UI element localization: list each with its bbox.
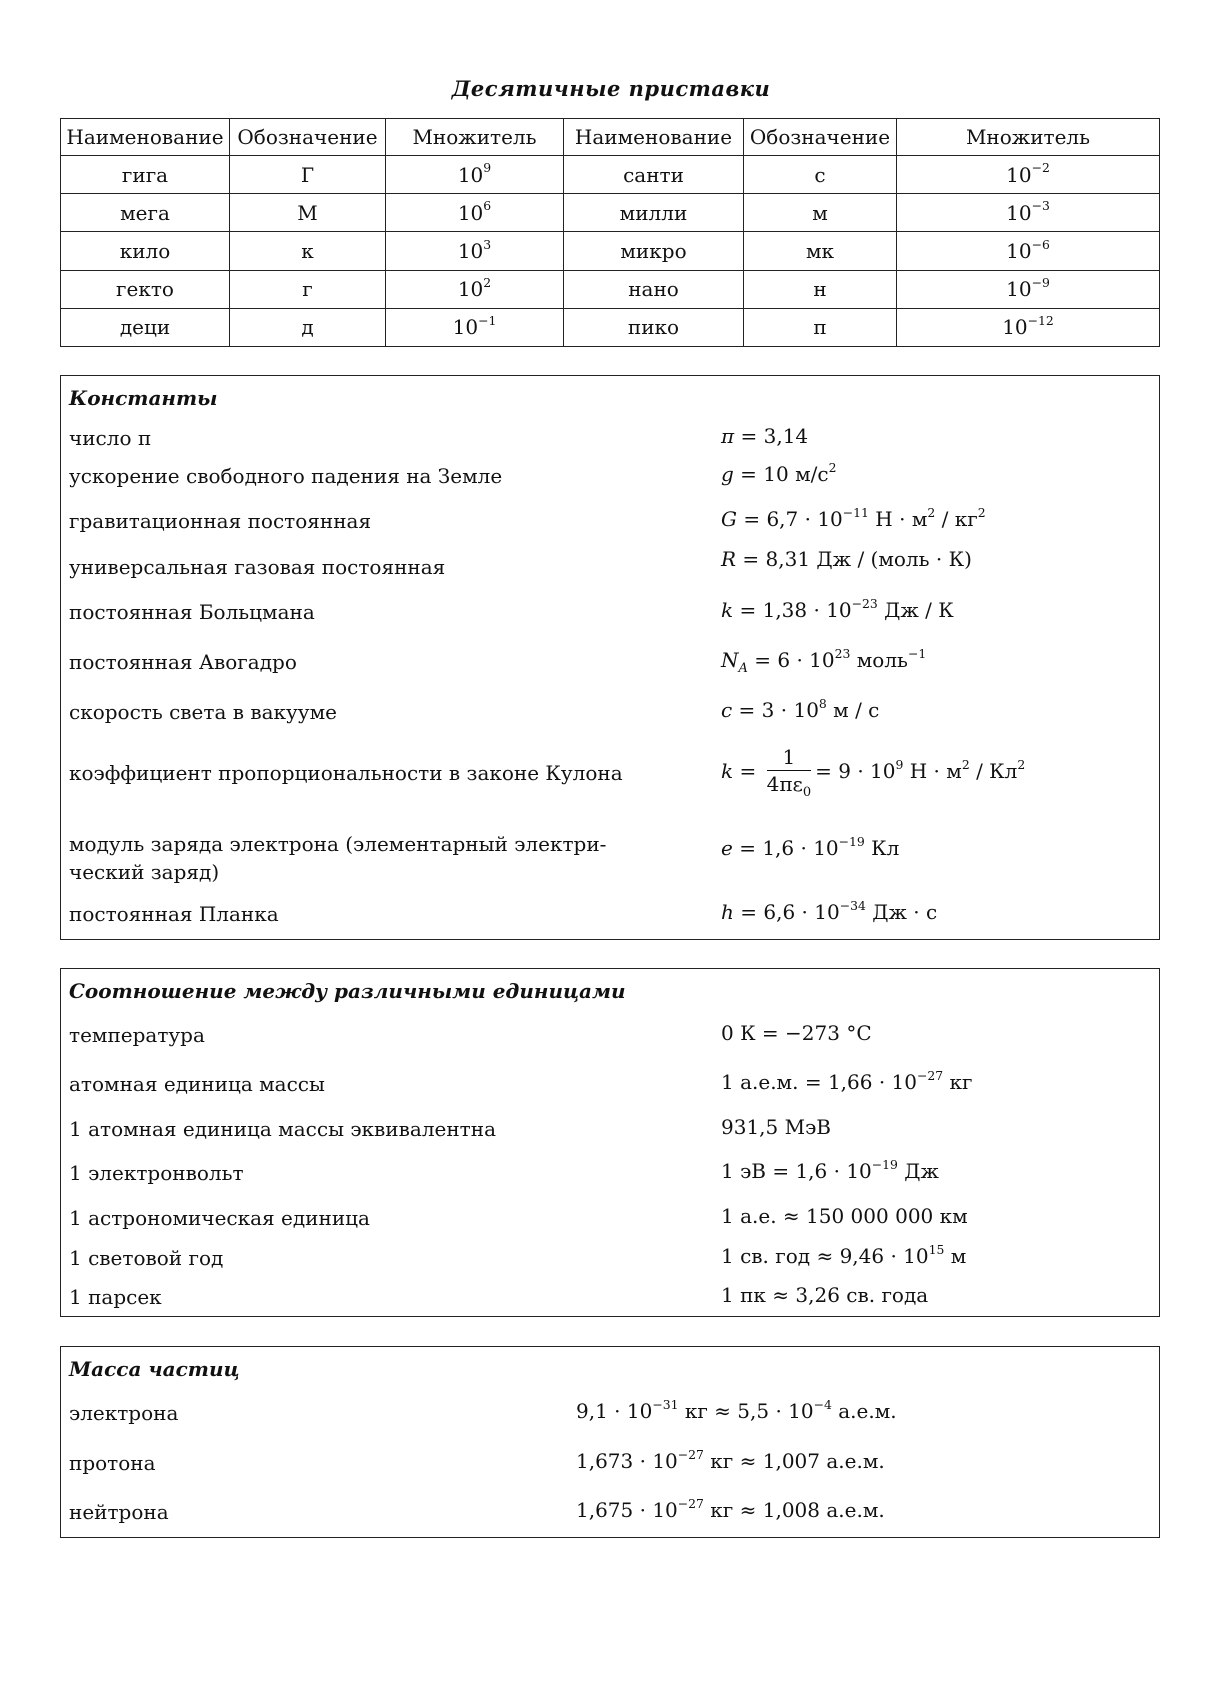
unit-value: 1 а.е.м. = $1,66 \cdot 10^{-27}$ кг [721,1067,973,1094]
unit-value: 1 а.е. ≈ 150 000 000 км [721,1204,968,1228]
prefix-name: микро [564,232,744,270]
constant-label: постоянная Планка [69,902,279,926]
prefix-multiplier: $10^{-9}$ [897,270,1160,308]
constant-label: универсальная газовая постоянная [69,555,446,579]
prefix-multiplier: $10^{-3}$ [897,194,1160,232]
prefix-symbol: с [744,156,897,194]
particle-label: нейтрона [69,1500,169,1524]
constant-value: $c = 3 \cdot 10^8$ м / с [721,695,880,722]
prefix-multiplier: $10^{-6}$ [897,232,1160,270]
prefix-name: санти [564,156,744,194]
particle-mass: $1,673 \cdot 10^{-27}$ кг ≈ 1,007 а.е.м. [576,1446,885,1473]
prefix-symbol: н [744,270,897,308]
constant-value: g = 10 $м/с^2$ [721,459,837,486]
unit-value: 1 св. год ≈ $9,46 \cdot 10^{15}$ м [721,1241,967,1268]
constant-value: $G = 6,7 \cdot 10^{-11}$ $Н \cdot м^2 / кг^2$ [721,504,986,531]
constant-value: $k = 1,38 \cdot 10^{-23}$ Дж / К [721,595,954,622]
mass-title: Масса частиц [69,1357,240,1381]
prefix-table [60,118,1160,347]
constant-value: $e = 1,6 \cdot 10^{-19}$ Кл [721,833,900,860]
prefix-name: нано [564,270,744,308]
prefix-name: деци [61,308,230,346]
unit-label: 1 световой год [69,1246,224,1270]
unit-label: 1 парсек [69,1285,162,1309]
particle-mass: $1,675 \cdot 10^{-27}$ кг ≈ 1,008 а.е.м. [576,1495,885,1522]
table-row [61,156,1160,194]
prefix-symbol: п [744,308,897,346]
column-header: Наименование [564,119,744,156]
constant-label: число π [69,426,152,450]
prefix-name: милли [564,194,744,232]
prefix-symbol: д [230,308,386,346]
prefix-symbol: м [744,194,897,232]
constant-value: k = $\frac{1}{4\pi\varepsilon_0}$ = $9 \cdot 10^9$ $Н \cdot м^2 / Кл^2$ [721,745,1026,800]
prefix-multiplier: $10^3$ [386,232,564,270]
prefix-multiplier: $10^9$ [386,156,564,194]
constants-box [60,375,1160,940]
constant-label: скорость света в вакууме [69,700,337,724]
constant-value: R = 8,31 Дж / (моль · К) [721,547,972,571]
unit-value: 1 пк ≈ 3,26 св. года [721,1283,929,1307]
column-header: Наименование [61,119,230,156]
units-title: Соотношение между различными единицами [69,979,626,1003]
prefix-name: гекто [61,270,230,308]
prefix-symbol: г [230,270,386,308]
unit-value: 1 эВ = $1,6 \cdot 10^{-19}$ Дж [721,1156,939,1183]
unit-value: 931,5 МэВ [721,1115,831,1139]
units-box [60,968,1160,1317]
unit-label: 1 атомная единица массы эквивалентна [69,1117,497,1141]
prefix-multiplier: $10^{-2}$ [897,156,1160,194]
constant-label: модуль заряда электрона (элементарный электри-ческий заряд) [69,832,607,884]
column-header: Обозначение [230,119,386,156]
prefix-multiplier: $10^{-12}$ [897,308,1160,346]
constant-label: постоянная Больцмана [69,600,315,624]
constant-value: π = 3,14 [721,424,809,448]
column-header: Обозначение [744,119,897,156]
prefix-name: мега [61,194,230,232]
constant-label: ускорение свободного падения на Земле [69,464,503,488]
particle-mass: $9,1 \cdot 10^{-31}$ кг ≈ $5,5 \cdot 10^{-4}$ а.е.м. [576,1396,897,1423]
constant-value: $N_A = 6 \cdot 10^{23}$ моль$^{-1}$ [721,645,927,676]
prefix-name: гига [61,156,230,194]
unit-label: атомная единица массы [69,1072,325,1096]
constants-title: Константы [69,386,218,410]
prefix-symbol: Г [230,156,386,194]
prefix-table-title: Десятичные приставки [451,76,771,101]
prefix-symbol: мк [744,232,897,270]
prefix-multiplier: $10^{-1}$ [386,308,564,346]
column-header: Множитель [897,119,1160,156]
prefix-name: кило [61,232,230,270]
prefix-symbol: М [230,194,386,232]
unit-label: 1 электронвольт [69,1161,244,1185]
constant-label: постоянная Авогадро [69,650,297,674]
table-row [61,270,1160,308]
prefix-multiplier: $10^2$ [386,270,564,308]
prefix-name: пико [564,308,744,346]
constant-value: $h = 6,6 \cdot 10^{-34}$ Дж · с [721,897,938,924]
prefix-symbol: к [230,232,386,270]
particle-mass-box [60,1346,1160,1538]
column-header: Множитель [386,119,564,156]
particle-label: электрона [69,1401,179,1425]
unit-label: 1 астрономическая единица [69,1206,370,1230]
coulomb-fraction: $\frac{1}{4\pi\varepsilon_0}$ [766,745,812,800]
table-row [61,194,1160,232]
unit-value: 0 К = −273 °С [721,1021,872,1045]
table-header-row [61,119,1160,156]
constant-label: коэффициент пропорциональности в законе Кулона [69,761,623,785]
particle-label: протона [69,1451,156,1475]
unit-label: температура [69,1023,205,1047]
table-row [61,232,1160,270]
constant-label: гравитационная постоянная [69,509,372,533]
table-row [61,308,1160,346]
prefix-multiplier: $10^6$ [386,194,564,232]
